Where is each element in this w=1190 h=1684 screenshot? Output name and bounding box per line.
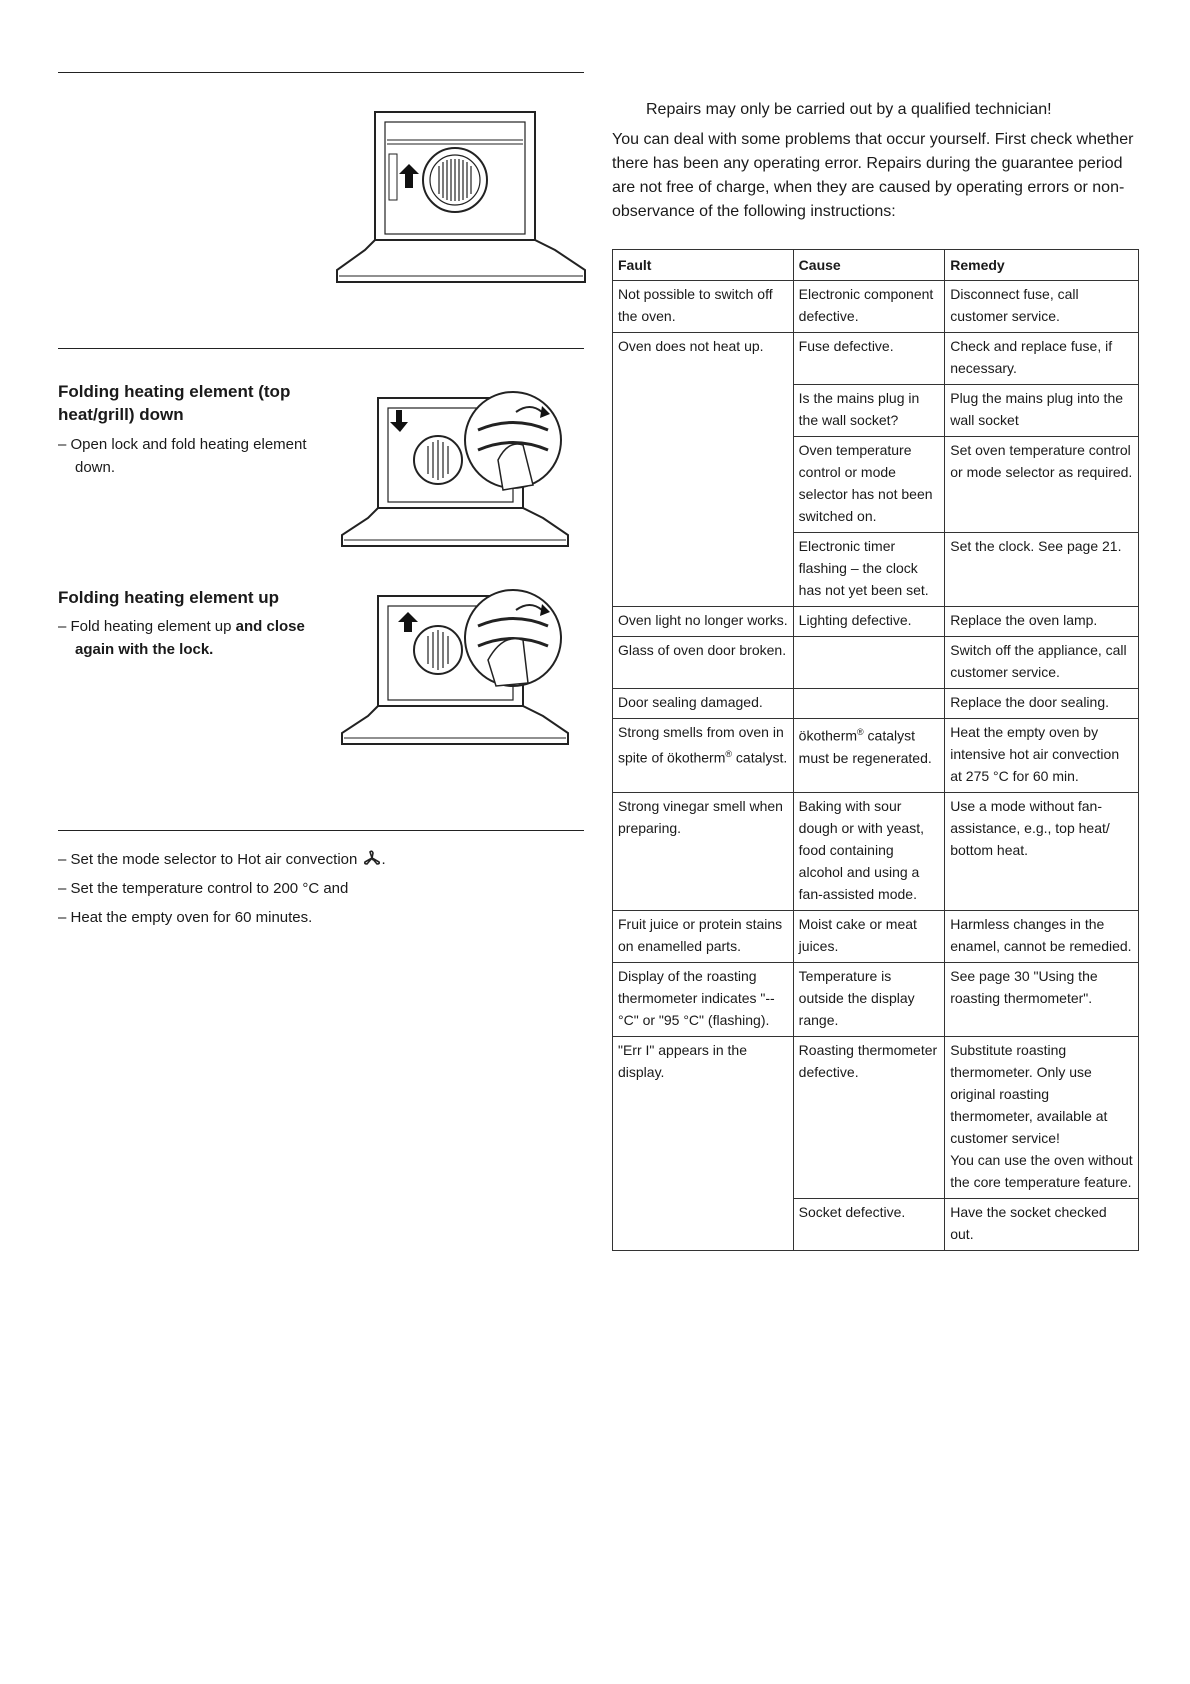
- intro-paragraph: You can deal with some problems that occur yourself. First check whether there has been any operating error. Repairs during the guarantee period are not free of charge, when they are caused by operating errors or non-observance of the following instructions:: [612, 131, 1134, 220]
- section-rule-bottom: [58, 830, 584, 831]
- registered-mark: ®: [857, 727, 864, 737]
- table-row: [613, 963, 1139, 1037]
- table-row: [613, 607, 1139, 637]
- cause-text-a: ökotherm: [798, 727, 858, 744]
- fault-text-a: Strong smells from oven in spite of ökotherm: [618, 724, 784, 766]
- remedy-cell: Set oven temperature control or mode selector as required.: [945, 437, 1139, 533]
- header-fault: Fault: [613, 250, 794, 281]
- oven-illustration-3: [338, 588, 593, 758]
- heading-folding-up: Folding heating element up: [58, 588, 279, 607]
- fault-table: [612, 249, 1139, 1251]
- remedy-cell: Harmless changes in the enamel, cannot be remedied.: [945, 911, 1139, 963]
- section-rule-top: [58, 72, 584, 73]
- fault-cell: Strong vinegar smell when preparing.: [613, 793, 794, 911]
- remedy-cell: See page 30 "Using the roasting thermometer".: [945, 963, 1139, 1037]
- step-text-a: Fold heating element up: [70, 618, 232, 635]
- fault-cell: Oven does not heat up.: [613, 333, 794, 607]
- cause-cell: [793, 719, 945, 793]
- cause-text-b: catalyst must be regenerated.: [798, 727, 932, 766]
- table-row: [613, 689, 1139, 719]
- cause-cell: Roasting thermometer defective.: [793, 1037, 945, 1199]
- remedy-cell: Disconnect fuse, call customer service.: [945, 281, 1139, 333]
- cause-cell: Electronic timer flashing – the clock has not yet been set.: [793, 533, 945, 607]
- step-text-b: and close again with the lock.: [75, 618, 305, 658]
- remedy-cell: Replace the door sealing.: [945, 689, 1139, 719]
- step-text: Set the temperature control to 200 °C and: [70, 880, 349, 897]
- table-row: [613, 793, 1139, 911]
- registered-mark: ®: [725, 749, 733, 759]
- header-cause: Cause: [793, 250, 945, 281]
- remedy-cell: Heat the empty oven by intensive hot air convection at 275 °C for 60 min.: [945, 719, 1139, 793]
- step-mode-selector: [58, 848, 575, 871]
- heading-folding-down: Folding heating element (top heat/grill) down: [58, 382, 291, 424]
- remedy-cell: Plug the mains plug into the wall socket: [945, 385, 1139, 437]
- step-text: Open lock and fold heating element down.: [70, 436, 307, 476]
- header-remedy: Remedy: [945, 250, 1139, 281]
- remedy-cell: Switch off the appliance, call customer service.: [945, 637, 1139, 689]
- step-suffix: .: [381, 851, 386, 868]
- fault-text-b: catalyst.: [732, 749, 788, 766]
- section-rule-middle: [58, 348, 584, 349]
- dash: –: [58, 618, 67, 635]
- dash: –: [58, 909, 67, 926]
- cause-cell: [793, 637, 945, 689]
- step-text: Set the mode selector to Hot air convection: [70, 851, 358, 868]
- remedy-cell: Have the socket checked out.: [945, 1199, 1139, 1251]
- table-row: [613, 719, 1139, 793]
- cause-cell: Fuse defective.: [793, 333, 945, 385]
- oven-illustration-2: [338, 390, 593, 560]
- fault-cell: Glass of oven door broken.: [613, 637, 794, 689]
- fault-cell: Display of the roasting thermometer indicates "-- °C" or "95 °C" (flashing).: [613, 963, 794, 1037]
- dash: –: [58, 436, 67, 453]
- cause-cell: Moist cake or meat juices.: [793, 911, 945, 963]
- fault-cell: Oven light no longer works.: [613, 607, 794, 637]
- table-header-row: [613, 250, 1139, 281]
- cause-cell: Oven temperature control or mode selector has not been switched on.: [793, 437, 945, 533]
- fault-cell: "Err I" appears in the display.: [613, 1037, 794, 1251]
- fault-cell: Fruit juice or protein stains on enamelled parts.: [613, 911, 794, 963]
- step-text: Heat the empty oven for 60 minutes.: [70, 909, 313, 926]
- remedy-cell: Set the clock. See page 21.: [945, 533, 1139, 607]
- table-row: [613, 637, 1139, 689]
- dash: –: [58, 880, 67, 897]
- step-temperature: [58, 877, 575, 900]
- repair-warning: Repairs may only be carried out by a qualified technician!: [646, 101, 1052, 118]
- remedy-cell: Replace the oven lamp.: [945, 607, 1139, 637]
- cause-cell: [793, 689, 945, 719]
- table-row: [613, 1037, 1139, 1199]
- cause-cell: Baking with sour dough or with yeast, food containing alcohol and using a fan-assisted mode.: [793, 793, 945, 911]
- step-heat-empty-oven: [58, 906, 575, 929]
- fault-cell: [613, 719, 794, 793]
- remedy-cell: Substitute roasting thermometer. Only use original roasting thermometer, available at customer service! You can use the oven without the core temperature feature.: [945, 1037, 1139, 1199]
- table-row: [613, 911, 1139, 963]
- cause-cell: Temperature is outside the display range.: [793, 963, 945, 1037]
- fault-cell: Door sealing damaged.: [613, 689, 794, 719]
- table-row: [613, 281, 1139, 333]
- step-folding-down: [58, 433, 345, 479]
- step-folding-up: [58, 615, 345, 661]
- cause-cell: Electronic component defective.: [793, 281, 945, 333]
- hot-air-convection-icon: [362, 850, 382, 866]
- cause-cell: Is the mains plug in the wall socket?: [793, 385, 945, 437]
- remedy-cell: Check and replace fuse, if necessary.: [945, 333, 1139, 385]
- table-row: [613, 333, 1139, 385]
- fault-cell: Not possible to switch off the oven.: [613, 281, 794, 333]
- remedy-cell: Use a mode without fan-assistance, e.g., top heat/ bottom heat.: [945, 793, 1139, 911]
- cause-cell: Lighting defective.: [793, 607, 945, 637]
- cause-cell: Socket defective.: [793, 1199, 945, 1251]
- dash: –: [58, 851, 67, 868]
- oven-illustration-1: [335, 110, 590, 295]
